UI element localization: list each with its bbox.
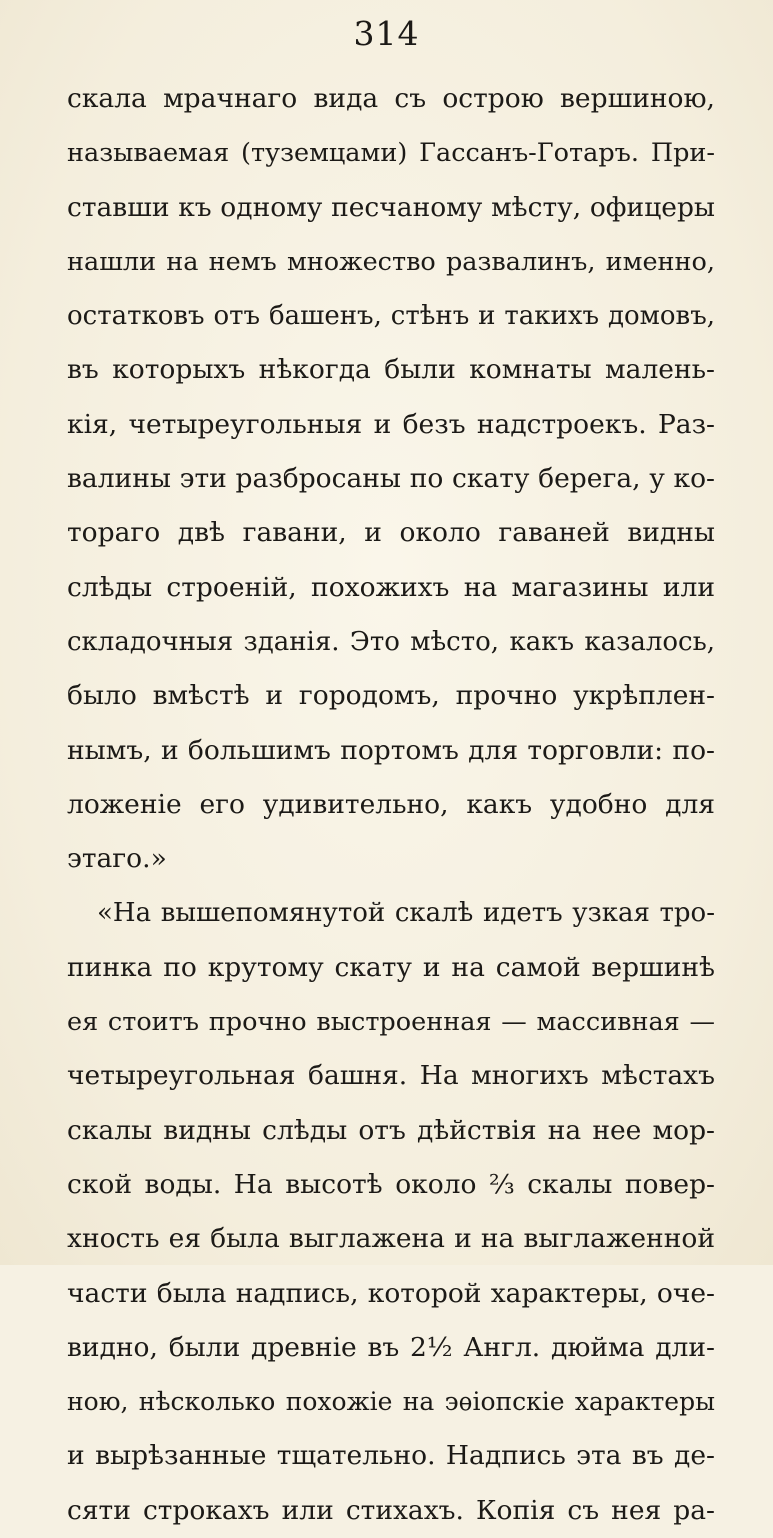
text-line: было вмѣстѣ и городомъ, прочно укрѣплен-: [67, 680, 715, 712]
text-line: нашли на немъ множество развалинъ, именно,: [67, 246, 715, 277]
paragraph-start-line: «На вышепомянутой скалѣ идетъ узкая тро-: [97, 898, 715, 929]
text-line: складочныя зданія. Это мѣсто, какъ казалось,: [67, 626, 715, 657]
page-number: 314: [353, 14, 420, 53]
text-line: пинка по крутому скату и на самой вершинѣ: [67, 951, 715, 983]
text-line: кія, четыреугольныя и безъ надстроекъ. Раз-: [67, 408, 715, 440]
text-line: сяти строкахъ или стихахъ. Копія съ нея ра-: [67, 1494, 715, 1526]
text-line: въ которыхъ нѣкогда были комнаты малень-: [67, 354, 715, 386]
paragraph-end-line: этаго.»: [67, 843, 167, 875]
text-line: нымъ, и большимъ портомъ для торговли: по-: [67, 734, 715, 766]
text-line: валины эти разбросаны по скату берега, у ко-: [67, 463, 715, 495]
text-line: называемая (туземцами) Гассанъ-Готаръ. При-: [67, 138, 715, 169]
text-line: видно, были древніе въ 2½ Англ. дюйма дли-: [67, 1331, 715, 1363]
body-text: [67, 72, 715, 1538]
text-line: ною, нѣсколько похожіе на эѳіопскіе характеры: [67, 1387, 715, 1417]
text-line: остатковъ отъ башенъ, стѣнъ и такихъ домовъ,: [67, 301, 715, 332]
text-line: четыреугольная башня. На многихъ мѣстахъ: [67, 1060, 715, 1092]
text-line: скалы видны слѣды отъ дѣйствія на нее мор-: [67, 1114, 715, 1146]
text-line: ской воды. На высотѣ около ⅔ скалы повер-: [67, 1168, 715, 1200]
text-line: ея стоитъ прочно выстроенная — массивная —: [67, 1007, 715, 1038]
text-line: ставши къ одному песчаному мѣсту, офицеры: [67, 191, 715, 223]
text-line: скала мрачнаго вида съ острою вершиною,: [67, 83, 715, 114]
text-line: ложеніе его удивительно, какъ удобно для: [67, 788, 715, 820]
text-line: хность ея была выглажена и на выглаженной: [67, 1223, 715, 1255]
text-line: части была надпись, которой характеры, оче-: [67, 1277, 715, 1309]
text-line: слѣды строеній, похожихъ на магазины или: [67, 571, 715, 603]
text-line: и вырѣзанные тщательно. Надпись эта въ де-: [67, 1440, 715, 1472]
text-line: тораго двѣ гавани, и около гаваней видны: [67, 517, 715, 549]
